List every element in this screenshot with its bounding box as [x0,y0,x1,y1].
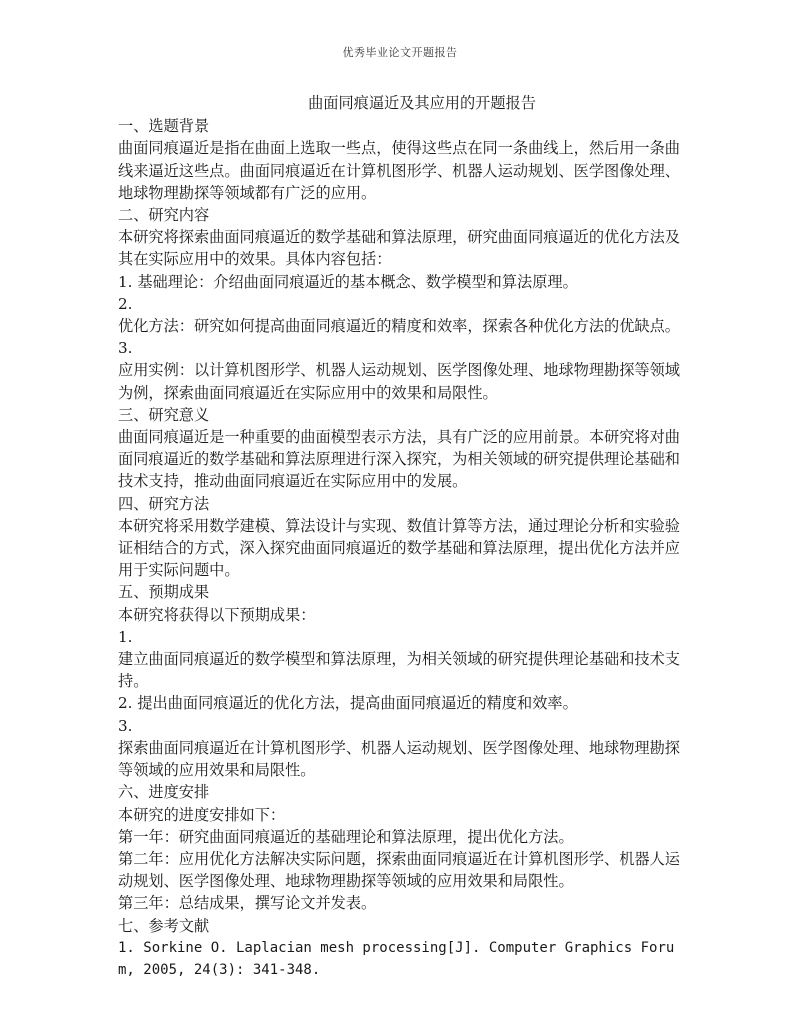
schedule-item: 第三年：总结成果，撰写论文并发表。 [118,894,377,913]
section-heading: 二、研究内容 [118,206,210,225]
list-number: 3. [118,339,133,358]
list-item: 探索曲面同痕逼近在计算机图形学、机器人运动规划、医学图像处理、地球物理勘探等领域的应用效果和局限性。 [118,738,680,780]
paragraph: 本研究将获得以下预期成果： [118,605,316,624]
list-number: 1. [118,627,133,646]
list-number: 3. [118,716,133,735]
section-heading: 三、研究意义 [118,405,210,424]
list-item: 1. 基础理论：介绍曲面同痕逼近的基本概念、数学模型和算法原理。 [118,272,578,291]
list-item: 2. 提出曲面同痕逼近的优化方法，提高曲面同痕逼近的精度和效率。 [118,694,578,713]
section-heading: 一、选题背景 [118,117,210,136]
page-header: 优秀毕业论文开题报告 [342,46,458,59]
section-heading: 六、进度安排 [118,783,210,802]
section-heading: 五、预期成果 [118,583,210,602]
paragraph: 本研究将采用数学建模、算法设计与实现、数值计算等方法，通过理论分析和实验验证相结合的方式，深入探究曲面同痕逼近的数学基础和算法原理，提出优化方法并应用于实际问题中。 [118,516,680,580]
schedule-item: 第二年：应用优化方法解决实际问题，探索曲面同痕逼近在计算机图形学、机器人运动规划、医学图像处理、地球物理勘探等领域的应用效果和局限性。 [118,849,680,891]
reference-entry: 1. Sorkine O. Laplacian mesh processing[J]. Computer Graphics Forum, 2005, 24(3): 341-348. [118,939,675,978]
list-number: 2. [118,294,133,313]
paragraph: 本研究将探索曲面同痕逼近的数学基础和算法原理，研究曲面同痕逼近的优化方法及其在实际应用中的效果。具体内容包括： [118,228,680,269]
paragraph: 本研究的进度安排如下： [118,805,286,824]
section-heading: 七、参考文献 [118,916,210,935]
document-title: 曲面同痕逼近及其应用的开题报告 [308,94,536,112]
paragraph: 曲面同痕逼近是指在曲面上选取一些点，使得这些点在同一条曲线上，然后用一条曲线来逼近这些点。曲面同痕逼近在计算机图形学、机器人运动规划、医学图像处理、地球物理勘探等领域都有广泛的应用。 [118,139,680,202]
paragraph: 曲面同痕逼近是一种重要的曲面模型表示方法，具有广泛的应用前景。本研究将对曲面同痕逼近的数学基础和算法原理进行深入探究，为相关领域的研究提供理论基础和技术支持，推动曲面同痕逼近在实际应用中的发展。 [118,428,680,491]
section-heading: 四、研究方法 [118,494,210,513]
list-item: 应用实例：以计算机图形学、机器人运动规划、医学图像处理、地球物理勘探等领域为例，探索曲面同痕逼近在实际应用中的效果和局限性。 [118,361,680,402]
document-body [118,92,684,981]
list-item: 建立曲面同痕逼近的数学模型和算法原理，为相关领域的研究提供理论基础和技术支持。 [118,650,680,691]
schedule-item: 第一年：研究曲面同痕逼近的基础理论和算法原理，提出优化方法。 [118,827,574,846]
list-item: 优化方法：研究如何提高曲面同痕逼近的精度和效率，探索各种优化方法的优缺点。 [118,317,680,336]
